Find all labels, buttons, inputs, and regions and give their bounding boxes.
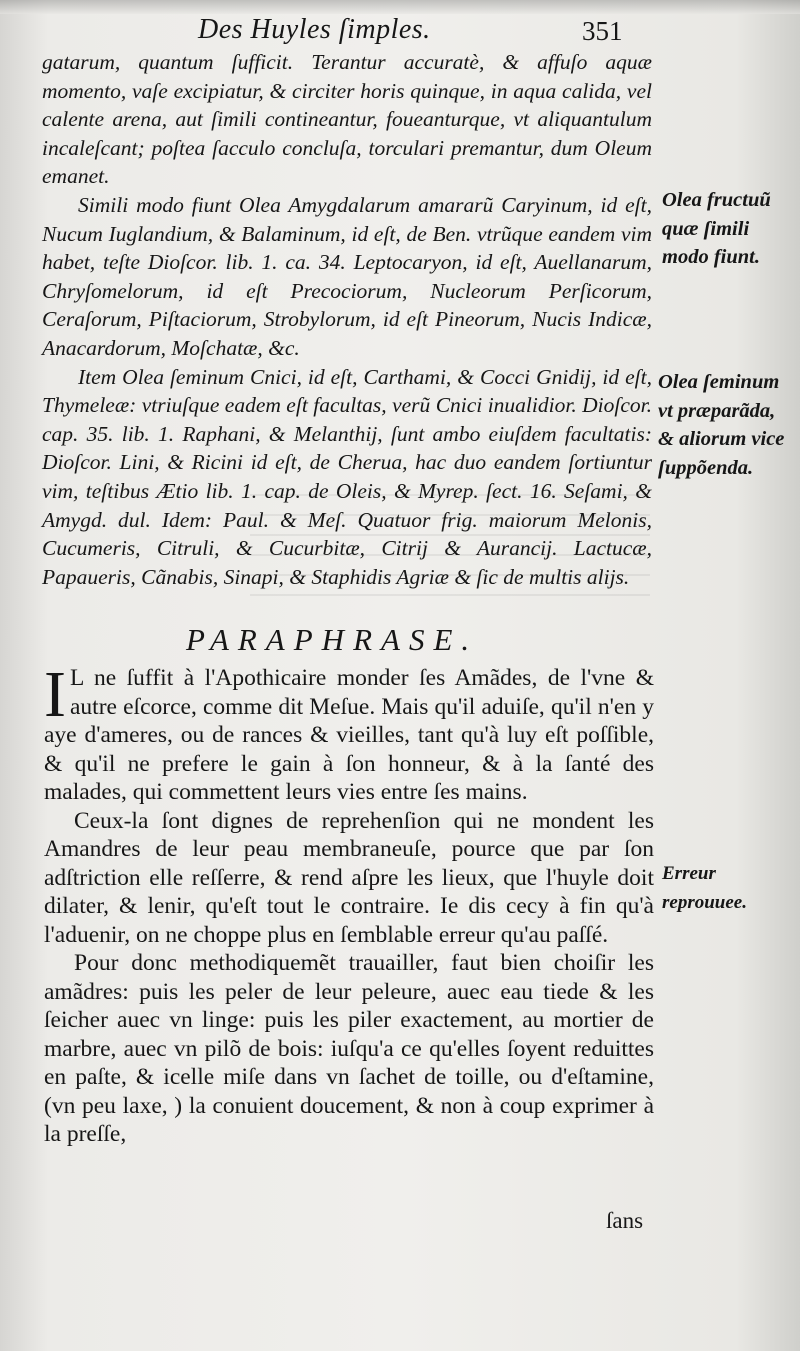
french-paragraph: Ceux-la ſont dignes de reprehenſion qui ne mondent les Amandres de leur peau membraneuſe, pource que par ſon adſtriction elle reſſerre, & rend aſpre les lieux, que l'huyle doit dilater, & lenir, qu'eſt tout le contraire. Ie dis cecy à fin qu'à l'aduenir, on ne choppe plus en ſemblable erreur qu'au paſſé. — [44, 807, 654, 948]
margin-note-erreur: Erreur reprouuee. — [662, 863, 747, 913]
latin-paragraph: Item Olea ſeminum Cnici, id eſt, Carthami, & Cocci Gnidij, id eſt, Thymeleæ: vtriuſque eadem eſt facultas, verũ Cnici inualidior. Dioſcor. cap. 35. lib. 1. Raphani, & Melanthij, ſunt ambo eiuſdem facultatis: Dioſcor. Lini, & Ricini id eſt, de Cherua, hac duo eandem ſortiuntur vim, teſtibus Ætio lib. 1. cap. de Oleis, & Myrep. ſect. 16. Seſami, & Amygd. dul. Idem: Paul. & Meſ. Quatuor frig. maiorum Melonis, Cucumeris, Citruli, & Cucurbitæ, Citrij & Aurancij. Lactucæ, Papaueris, Cãnabis, Sinapi, & Staphidis Agriæ & ſic de multis alijs. — [42, 364, 652, 589]
french-paragraph: Pour donc methodiquemẽt trauailler, faut bien choiſir les amãdres: puis les peler de leur peleure, auec eau tiede & les ſeicher auec vn linge: puis les piler exactement, au mortier de marbre, auec vn pilõ de bois: iuſqu'a ce qu'elles ſoyent reduittes en paſte, & icelle miſe dans vn ſachet de toille, ou d'eſtamine, (vn peu laxe, ) la conuient doucement, & non à coup exprimer à la preſſe, — [44, 950, 654, 1147]
catchword: ſans — [606, 1208, 644, 1233]
french-text-block — [44, 658, 654, 1149]
margin-note-olea-fructuum: Olea fructuũ quæ ſimili modo fiunt. — [662, 189, 771, 268]
running-title: Des Huyles ſimples. — [198, 14, 431, 45]
latin-text-block — [42, 48, 652, 591]
page-number: 351 — [582, 16, 623, 46]
latin-paragraph: Simili modo fiunt Olea Amygdalarum amararũ Caryinum, id eſt, Nucum Iuglandium, & Balaminum, id eſt, de Ben. vtrũque eandem vim habet, teſte Dioſcor. lib. 1. ca. 34. Leptocaryon, id eſt, Auellanarum, Chryſomelorum, id eſt Precociorum, Nucleorum Perſicorum, Ceraſorum, Piſtaciorum, Strobylorum, id eſt Pineorum, Nucis Indicæ, Anacardorum, Moſchatæ, &c. — [42, 192, 652, 360]
drop-cap: I — [44, 658, 66, 731]
margin-note-olea-seminum: Olea ſeminum vt præparãda, & aliorum vice ſuppõenda. — [658, 371, 785, 479]
french-paragraph: L ne ſuffit à l'Apothicaire monder ſes Amãdes, de l'vne & autre eſcorce, comme dit Meſue. Mais qu'il aduiſe, qu'il n'en y aye d'ameres, ou de rances & vieilles, tant qu'à luy eſt poſſible, & qu'il ne prefere le gain à ſon honneur, & à la ſanté des malades, qui commettent leurs vies entre ſes mains. — [44, 665, 654, 805]
section-heading: PARAPHRASE. — [186, 622, 479, 657]
page-edge-shadow — [0, 0, 800, 14]
latin-paragraph: gatarum, quantum ſufficit. Terantur accuratè, & affuſo aquæ momento, vaſe excipiatur, & circiter horis quinque, in aqua calida, vel calente arena, aut ſimili contineantur, foueanturque, vt aliquantulum incaleſcant; poſtea ſacculo concluſa, torculari premantur, dum Oleum emanet. — [42, 50, 652, 189]
